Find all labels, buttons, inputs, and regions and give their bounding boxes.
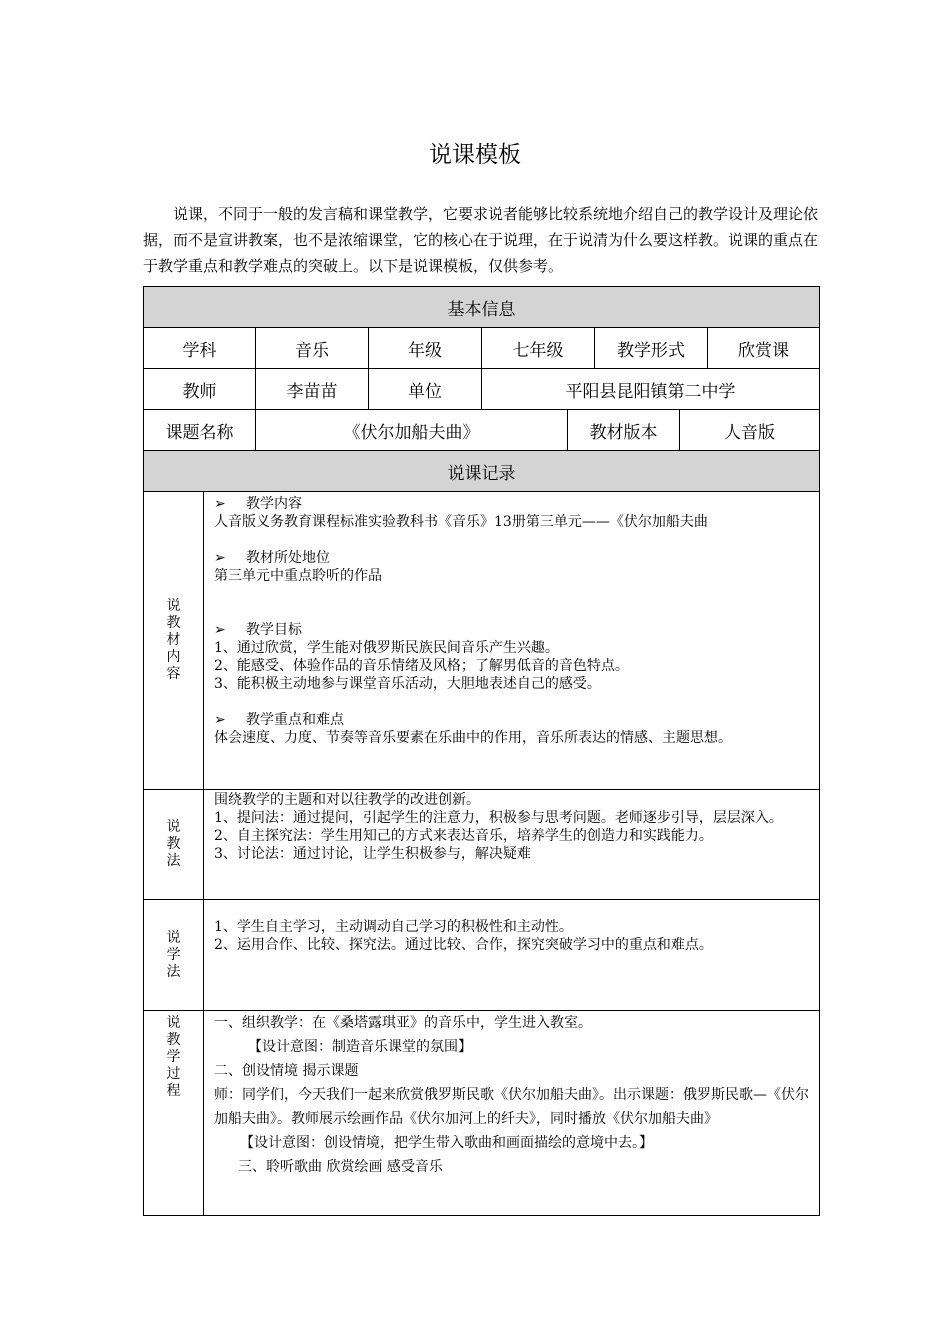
basic-info-header: 基本信息 [144,287,820,328]
grade-label: 年级 [369,328,482,369]
process-line-6: 三、聆听歌曲 欣赏绘画 感受音乐 [238,1159,443,1175]
method-line-1: 围绕教学的主题和对以往教学的改进创新。 [214,792,480,808]
material-heading-keypoints: 教学重点和难点 [246,712,344,728]
method-label-text: 说教法 [166,819,181,869]
lesson-form-table [143,286,820,1216]
process-line-4: 师：同学们，今天我们一起来欣赏俄罗斯民歌《伏尔加船夫曲》。出示课题：俄罗斯民歌—《伏尔加船夫曲》。教师展示绘画作品《伏尔加河上的纤夫》，同时播放《伏尔加船夫曲》 [214,1087,809,1127]
edition-value: 人音版 [680,410,820,451]
method-section-content [204,790,820,900]
intro-paragraph: 说课，不同于一般的发言稿和课堂教学，它要求说者能够比较系统地介绍自己的教学设计及理论依据，而不是宣讲教案，也不是浓缩课堂，它的核心在于说理，在于说清为什么要这样教。说课的重点在于教学重点和教学难点的突破上。以下是说课模板，仅供参考。 [143,205,819,275]
bullet-arrow-icon: ➢ [214,712,226,728]
teacher-value: 李苗苗 [256,369,369,410]
method-section-label [144,790,204,900]
method-line-4: 3、讨论法：通过讨论，让学生积极参与，解决疑难 [214,846,531,862]
process-line-2: 【设计意图：制造音乐课堂的氛围】 [248,1039,472,1055]
material-position-text: 第三单元中重点聆听的作品 [214,568,382,584]
goal-item-1: 1、通过欣赏，学生能对俄罗斯民族民间音乐产生兴趣。 [214,640,559,656]
lesson-record-header: 说课记录 [144,451,820,492]
grade-value: 七年级 [482,328,595,369]
teaching-form-label: 教学形式 [595,328,708,369]
bullet-arrow-icon: ➢ [214,622,226,638]
topic-label: 课题名称 [144,410,256,451]
bullet-arrow-icon: ➢ [214,550,226,566]
subject-value: 音乐 [256,328,369,369]
learning-line-1: 1、学生自主学习，主动调动自己学习的积极性和主动性。 [214,919,573,935]
material-heading-content: 教学内容 [246,496,302,512]
material-content-text: 人音版义务教育课程标准实验教科书《音乐》13册第三单元——《伏尔加船夫曲 [214,514,708,530]
process-label-text: 说教学过程 [166,1015,181,1099]
material-section-label [144,492,204,790]
learning-section-content [204,900,820,1011]
learning-section-label [144,900,204,1011]
material-heading-position: 教材所处地位 [246,550,330,566]
unit-label: 单位 [369,369,482,410]
unit-value: 平阳县昆阳镇第二中学 [482,369,820,410]
teacher-label: 教师 [144,369,256,410]
goal-item-2: 2、能感受、体验作品的音乐情绪及风格；了解男低音的音色特点。 [214,658,629,674]
goal-item-3: 3、能积极主动地参与课堂音乐活动，大胆地表述自己的感受。 [214,676,601,692]
method-line-2: 1、提问法：通过提问，引起学生的注意力，积极参与思考问题。老师逐步引导，层层深入。 [214,810,783,826]
teaching-form-value: 欣赏课 [708,328,820,369]
learning-line-2: 2、运用合作、比较、探究法。通过比较、合作，探究突破学习中的重点和难点。 [214,937,713,953]
material-section-content [204,492,820,790]
process-line-3: 二、创设情境 揭示课题 [214,1063,359,1079]
bullet-arrow-icon: ➢ [214,496,226,512]
material-label-text: 说教材内容 [166,598,181,682]
learning-label-text: 说学法 [166,929,181,980]
process-line-5: 【设计意图：创设情境，把学生带入歌曲和画面描绘的意境中去。】 [240,1135,653,1151]
method-line-3: 2、自主探究法：学生用知己的方式来表达音乐，培养学生的创造力和实践能力。 [214,828,713,844]
process-section-label [144,1011,204,1216]
process-line-1: 一、组织教学：在《桑塔露琪亚》的音乐中，学生进入教室。 [214,1015,592,1031]
topic-value: 《伏尔加船夫曲》 [256,410,568,451]
edition-label: 教材版本 [568,410,680,451]
process-section-content [204,1011,820,1216]
keypoints-text: 体会速度、力度、节奏等音乐要素在乐曲中的作用，音乐所表达的情感、主题思想。 [214,730,732,746]
subject-label: 学科 [144,328,256,369]
page-title: 说课模板 [429,142,521,168]
material-heading-goals: 教学目标 [246,622,302,638]
